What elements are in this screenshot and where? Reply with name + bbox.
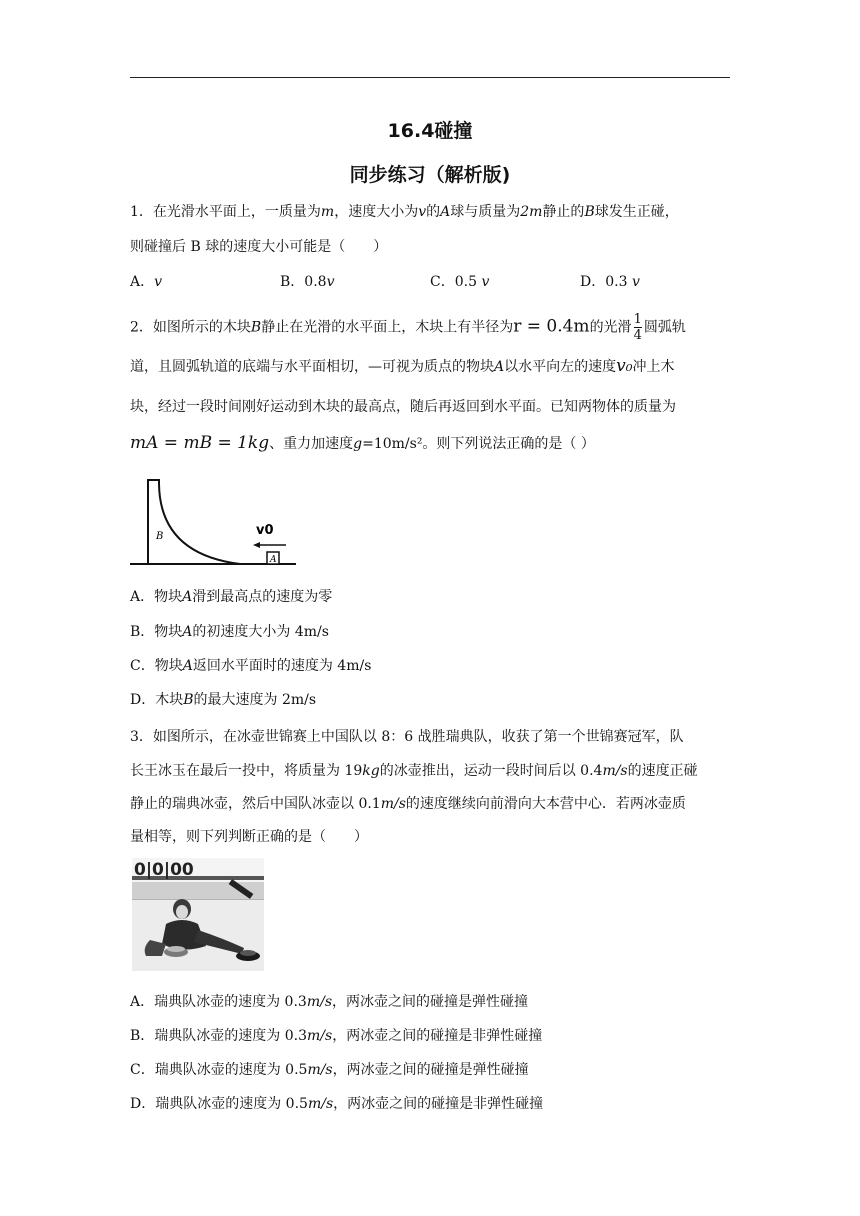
label-block-a: A xyxy=(270,555,277,565)
q3-line-3: 静止的瑞典冰壶，然后中国队冰壶以 0.1m/s的速度继续向前滑向大本营中心．若两冰壶质 xyxy=(130,796,686,812)
q2-line-1: 2．如图所示的木块B静止在光滑的水平面上，木块上有半径为r = 0.4m的光滑 $\frac{1}{4}$ 圆弧轨 xyxy=(130,312,686,343)
q1-option-b: B．0.8v xyxy=(280,274,335,290)
doc-title: 16.4碰撞 xyxy=(387,120,473,142)
q2-option-a: A．物块A滑到最高点的速度为零 xyxy=(130,589,333,605)
arrow-left-icon xyxy=(253,542,260,548)
q3-line-4: 量相等，则下列判断正确的是（ ） xyxy=(130,829,368,845)
q2-option-d: D．木块B的最大速度为 2m/s xyxy=(130,692,317,708)
q2-line-2: 道，且圆弧轨道的底端与水平面相切，—可视为质点的物块A以水平向左的速度v₀冲上木 xyxy=(130,356,675,376)
curling-photo xyxy=(132,858,264,971)
scoreboard-text: 0|0|00 xyxy=(134,860,194,880)
q3-option-d: D．瑞典队冰壶的速度为 0.5m/s，两冰壶之间的碰撞是非弹性碰撞 xyxy=(130,1096,544,1112)
q2-line-3: 块，经过一段时间刚好运动到木块的最高点，随后再返回到水平面。已知两物体的质量为 xyxy=(130,399,676,415)
q2-option-c: C．物块A返回水平面时的速度为 4m/s xyxy=(130,658,372,674)
q3-option-b: B．瑞典队冰壶的速度为 0.3m/s，两冰壶之间的碰撞是非弹性碰撞 xyxy=(130,1028,543,1044)
q3-option-c: C．瑞典队冰壶的速度为 0.5m/s，两冰壶之间的碰撞是弹性碰撞 xyxy=(130,1062,529,1078)
q1-line-2: 则碰撞后 B 球的速度大小可能是（ ） xyxy=(130,239,388,255)
label-block-b: B xyxy=(156,531,164,542)
track-diagram xyxy=(128,476,298,570)
q2-option-b: B．物块A的初速度大小为 4m/s xyxy=(130,624,329,640)
q3-line-1: 3．如图所示，在冰壶世锦赛上中国队以 8：6 战胜瑞典队，收获了第一个世锦赛冠军，队 xyxy=(130,729,684,745)
q1-option-c: C．0.5 v xyxy=(430,274,490,290)
q1-option-d: D．0.3 v xyxy=(580,274,640,290)
q1-line-1: 1．在光滑水平面上，一质量为m，速度大小为v的A球与质量为2m静止的B球发生正碰， xyxy=(130,204,679,220)
label-v0: v0 xyxy=(256,523,274,538)
q2-radius-formula: r = 0.4m xyxy=(513,316,590,337)
header-rule xyxy=(130,77,730,78)
q2-line-4: mA = mB = 1kg、重力加速度g=10m/s²。则下列说法正确的是（ ） xyxy=(130,433,595,453)
q2-mass-formula: mA = mB = 1kg xyxy=(130,433,270,453)
q3-option-a: A．瑞典队冰壶的速度为 0.3m/s，两冰壶之间的碰撞是弹性碰撞 xyxy=(130,994,529,1010)
q1-option-a: A．v xyxy=(130,274,163,290)
doc-subtitle: 同步练习（解析版) xyxy=(349,164,511,186)
quarter-fraction: $\frac{1}{4}$ xyxy=(633,312,642,343)
q3-line-2: 长王冰玉在最后一投中，将质量为 19kg的冰壶推出，运动一段时间后以 0.4m/s的速度正碰 xyxy=(130,763,698,779)
